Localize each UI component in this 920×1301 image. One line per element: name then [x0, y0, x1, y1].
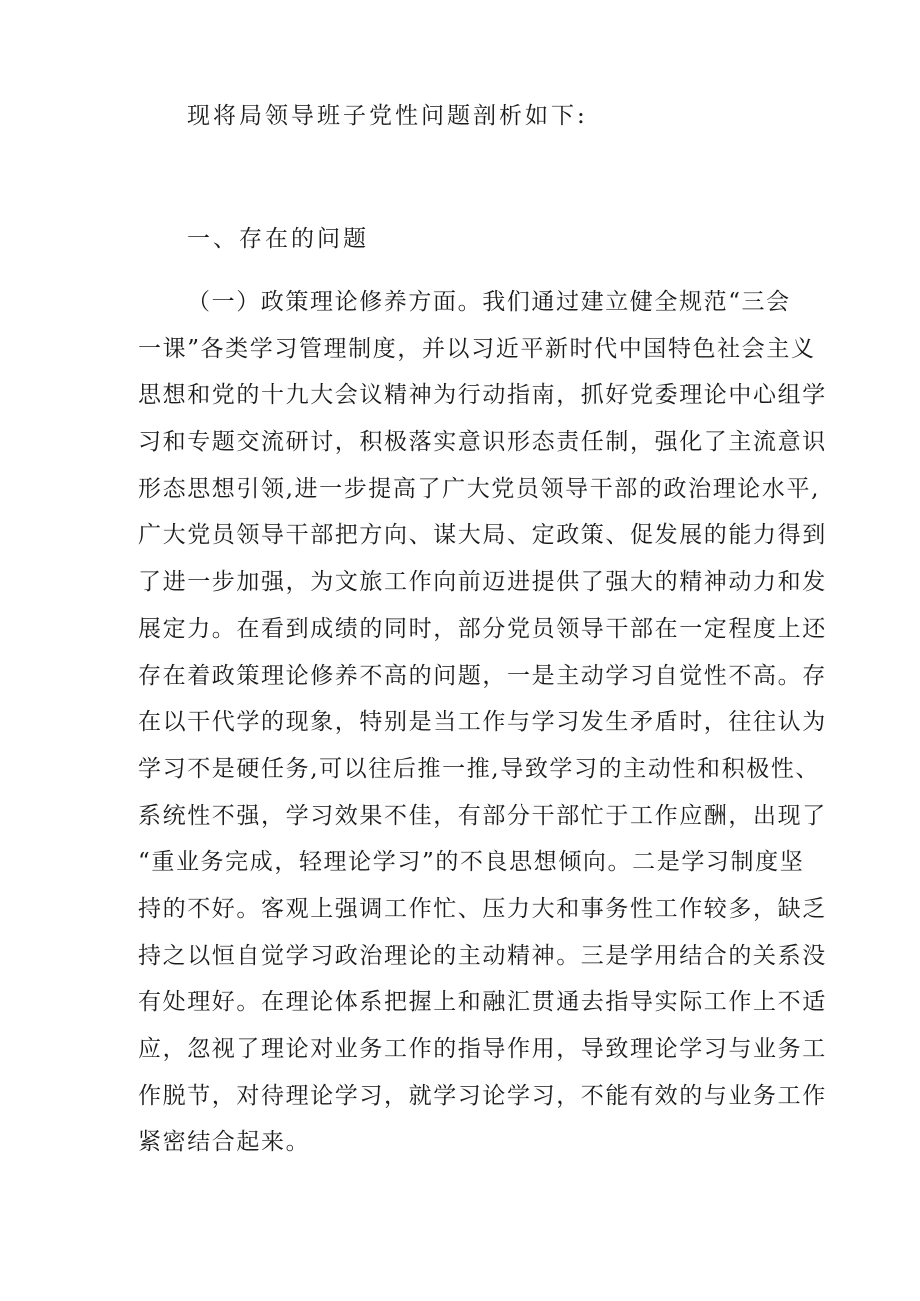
paragraph-line: 应，忽视了理论对业务工作的指导作用，导致理论学习与业务工 — [138, 1036, 827, 1062]
intro-sentence: 现将局领导班子党性问题剖析如下: — [187, 103, 588, 129]
paragraph-line: 在以干代学的现象，特别是当工作与学习发生矛盾时，往往认为 — [138, 709, 827, 736]
paragraph-line: 存在着政策理论修养不高的问题，一是主动学习自觉性不高。存 — [138, 662, 827, 689]
section-heading: 一、存在的问题 — [187, 226, 369, 252]
paragraph-line: 思想和党的十九大会议精神为行动指南，抓好党委理论中心组学 — [138, 382, 827, 409]
paragraph-line: 系统性不强，学习效果不佳，有部分干部忙于工作应酬，出现了 — [138, 802, 827, 829]
paragraph-line: 形态思想引领,进一步提高了广大党员领导干部的政治理论水平, — [138, 475, 821, 502]
paragraph-line: 了进一步加强，为文旅工作向前迈进提供了强大的精神动力和发 — [138, 569, 827, 596]
paragraph-line: 习和专题交流研讨，积极落实意识形态责任制，强化了主流意识 — [138, 429, 827, 456]
paragraph-problems-policy-theory — [138, 279, 827, 1166]
paragraph-line: 持之以恒自觉学习政治理论的主动精神。三是学用结合的关系没 — [138, 942, 827, 969]
paragraph-line: 展定力。在看到成绩的同时，部分党员领导干部在一定程度上还 — [138, 615, 827, 642]
paragraph-line: （一）政策理论修养方面。我们通过建立健全规范“三会 — [187, 289, 791, 315]
paragraph-line: 有处理好。在理论体系把握上和融汇贯通去指导实际工作上不适 — [138, 989, 827, 1016]
paragraph-line: “重业务完成，轻理论学习”的不良思想倾向。二是学习制度坚 — [138, 849, 805, 876]
paragraph-line: 一课”各类学习管理制度，并以习近平新时代中国特色社会主义 — [138, 335, 816, 362]
paragraph-line: 作脱节，对待理论学习，就学习论学习，不能有效的与业务工作 — [138, 1082, 827, 1109]
paragraph-line: 紧密结合起来。 — [138, 1129, 311, 1156]
paragraph-line: 学习不是硬任务,可以往后推一推,导致学习的主动性和积极性、 — [138, 755, 821, 782]
paragraph-line: 广大党员领导干部把方向、谋大局、定政策、促发展的能力得到 — [138, 522, 827, 549]
paragraph-line: 持的不好。客观上强调工作忙、压力大和事务性工作较多，缺乏 — [138, 895, 827, 922]
